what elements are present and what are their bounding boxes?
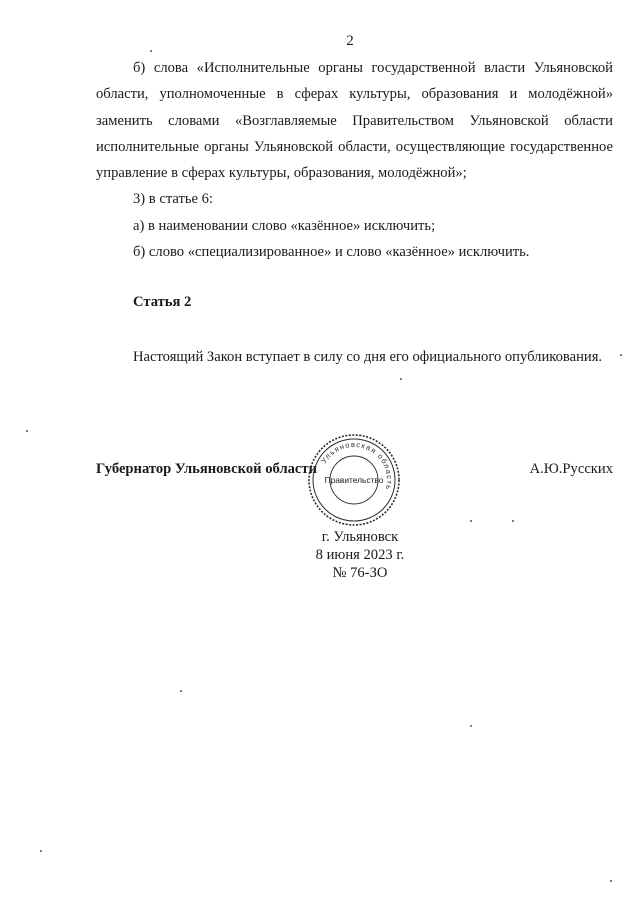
scan-speck — [512, 520, 514, 522]
scan-speck — [620, 354, 622, 356]
scan-speck — [26, 430, 28, 432]
paragraph-b-words: б) слова «Исполнительные органы государственной власти Ульяновской области, уполномоченные в сферах культуры, образования и молодёжной» заменить словами «Возглавляемые Правительством Ульяновской области исполнительные органы Ульяновской области, осуществляющие государственное управление в сферах культуры, образования, молодёжной»; — [96, 60, 613, 182]
paragraph-a-title: а) в наименовании слово «казённое» исключить; — [133, 217, 436, 234]
law-number: № 76-ЗО — [332, 565, 388, 581]
page-number: 2 — [346, 33, 354, 49]
issue-date: 8 июня 2023 г. — [315, 547, 405, 563]
paragraph-entry-into-force: Настоящий Закон вступает в силу со дня его официального опубликования. — [133, 349, 603, 365]
scan-speck — [610, 880, 612, 882]
scan-speck — [470, 520, 472, 522]
governor-name: А.Ю.Русских — [529, 461, 613, 477]
seal-center-text: Правительство — [324, 475, 384, 485]
scan-speck — [470, 725, 472, 727]
article-2-heading: Статья 2 — [133, 294, 192, 310]
scan-speck — [40, 850, 42, 852]
scan-speck — [180, 690, 182, 692]
scan-speck — [400, 378, 402, 380]
official-seal — [306, 432, 402, 528]
paragraph-b-specialized: б) слово «специализированное» и слово «казённое» исключить. — [133, 244, 530, 261]
issue-details — [290, 528, 430, 582]
governor-title: Губернатор Ульяновской области — [96, 461, 317, 477]
scan-speck — [150, 50, 152, 52]
seal-ring-text: Ульяновская область — [319, 439, 395, 492]
article-2-text — [96, 344, 613, 370]
issue-place: г. Ульяновск — [321, 529, 399, 545]
paragraph-article-6: 3) в статье 6: — [133, 191, 213, 208]
amendment-text — [96, 55, 613, 265]
